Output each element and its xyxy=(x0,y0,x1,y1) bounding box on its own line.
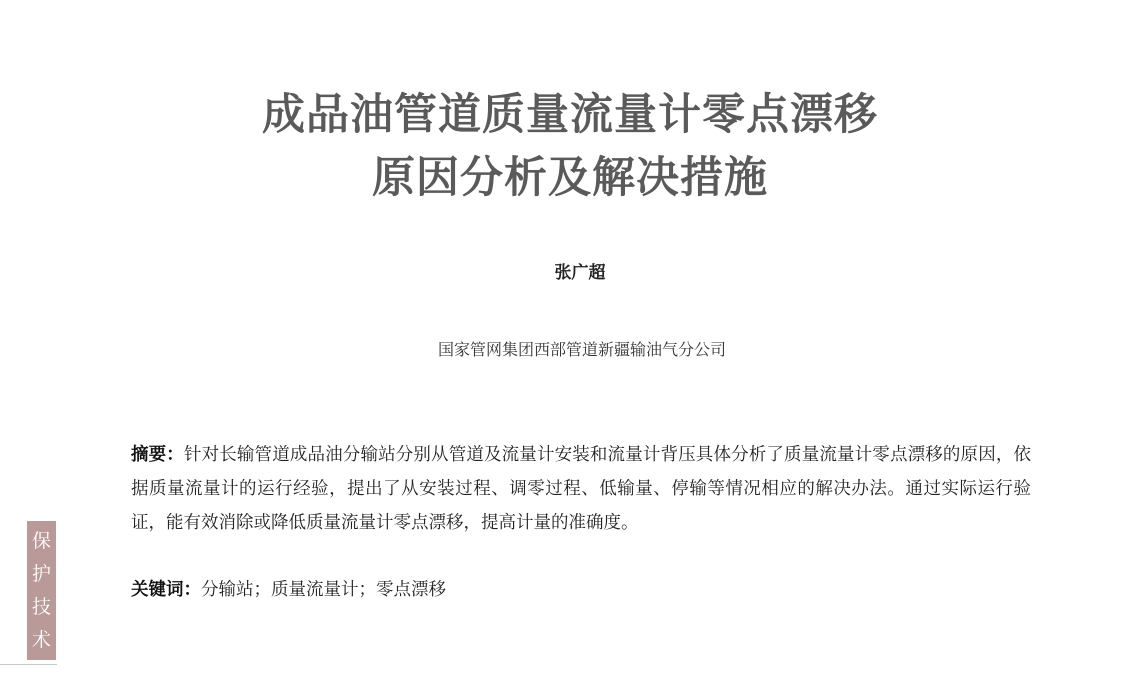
abstract-text: 针对长输管道成品油分输站分别从管道及流量计安装和流量计背压具体分析了质量流量计零点漂移的原因，依据质量流量计的运行经验，提出了从安装过程、调零过程、低输量、停输等情况相应的解决办法。通过实际运行验证，能有效消除或降低质量流量计零点漂移，提高计量的准确度。 xyxy=(131,445,1031,533)
abstract-label: 摘要： xyxy=(131,445,184,465)
keywords-label: 关键词： xyxy=(131,580,201,600)
paper-title-line-2: 原因分析及解决措施 xyxy=(372,153,768,203)
author-affiliation: 国家管网集团西部管道新疆输油气分公司 xyxy=(437,340,726,359)
keywords-text: 分输站；质量流量计；零点漂移 xyxy=(201,580,446,600)
keywords-line xyxy=(131,575,1031,605)
abstract-paragraph xyxy=(131,438,1031,540)
side-tab-char: 术 xyxy=(31,628,51,651)
author-name: 张广超 xyxy=(554,263,606,283)
paper-title-line-1: 成品油管道质量流量计零点漂移 xyxy=(262,90,878,140)
side-tab-char: 护 xyxy=(31,563,51,586)
side-tab-char: 保 xyxy=(31,530,51,553)
side-divider xyxy=(0,664,57,665)
section-side-tab xyxy=(27,521,56,660)
side-tab-char: 技 xyxy=(31,595,51,618)
